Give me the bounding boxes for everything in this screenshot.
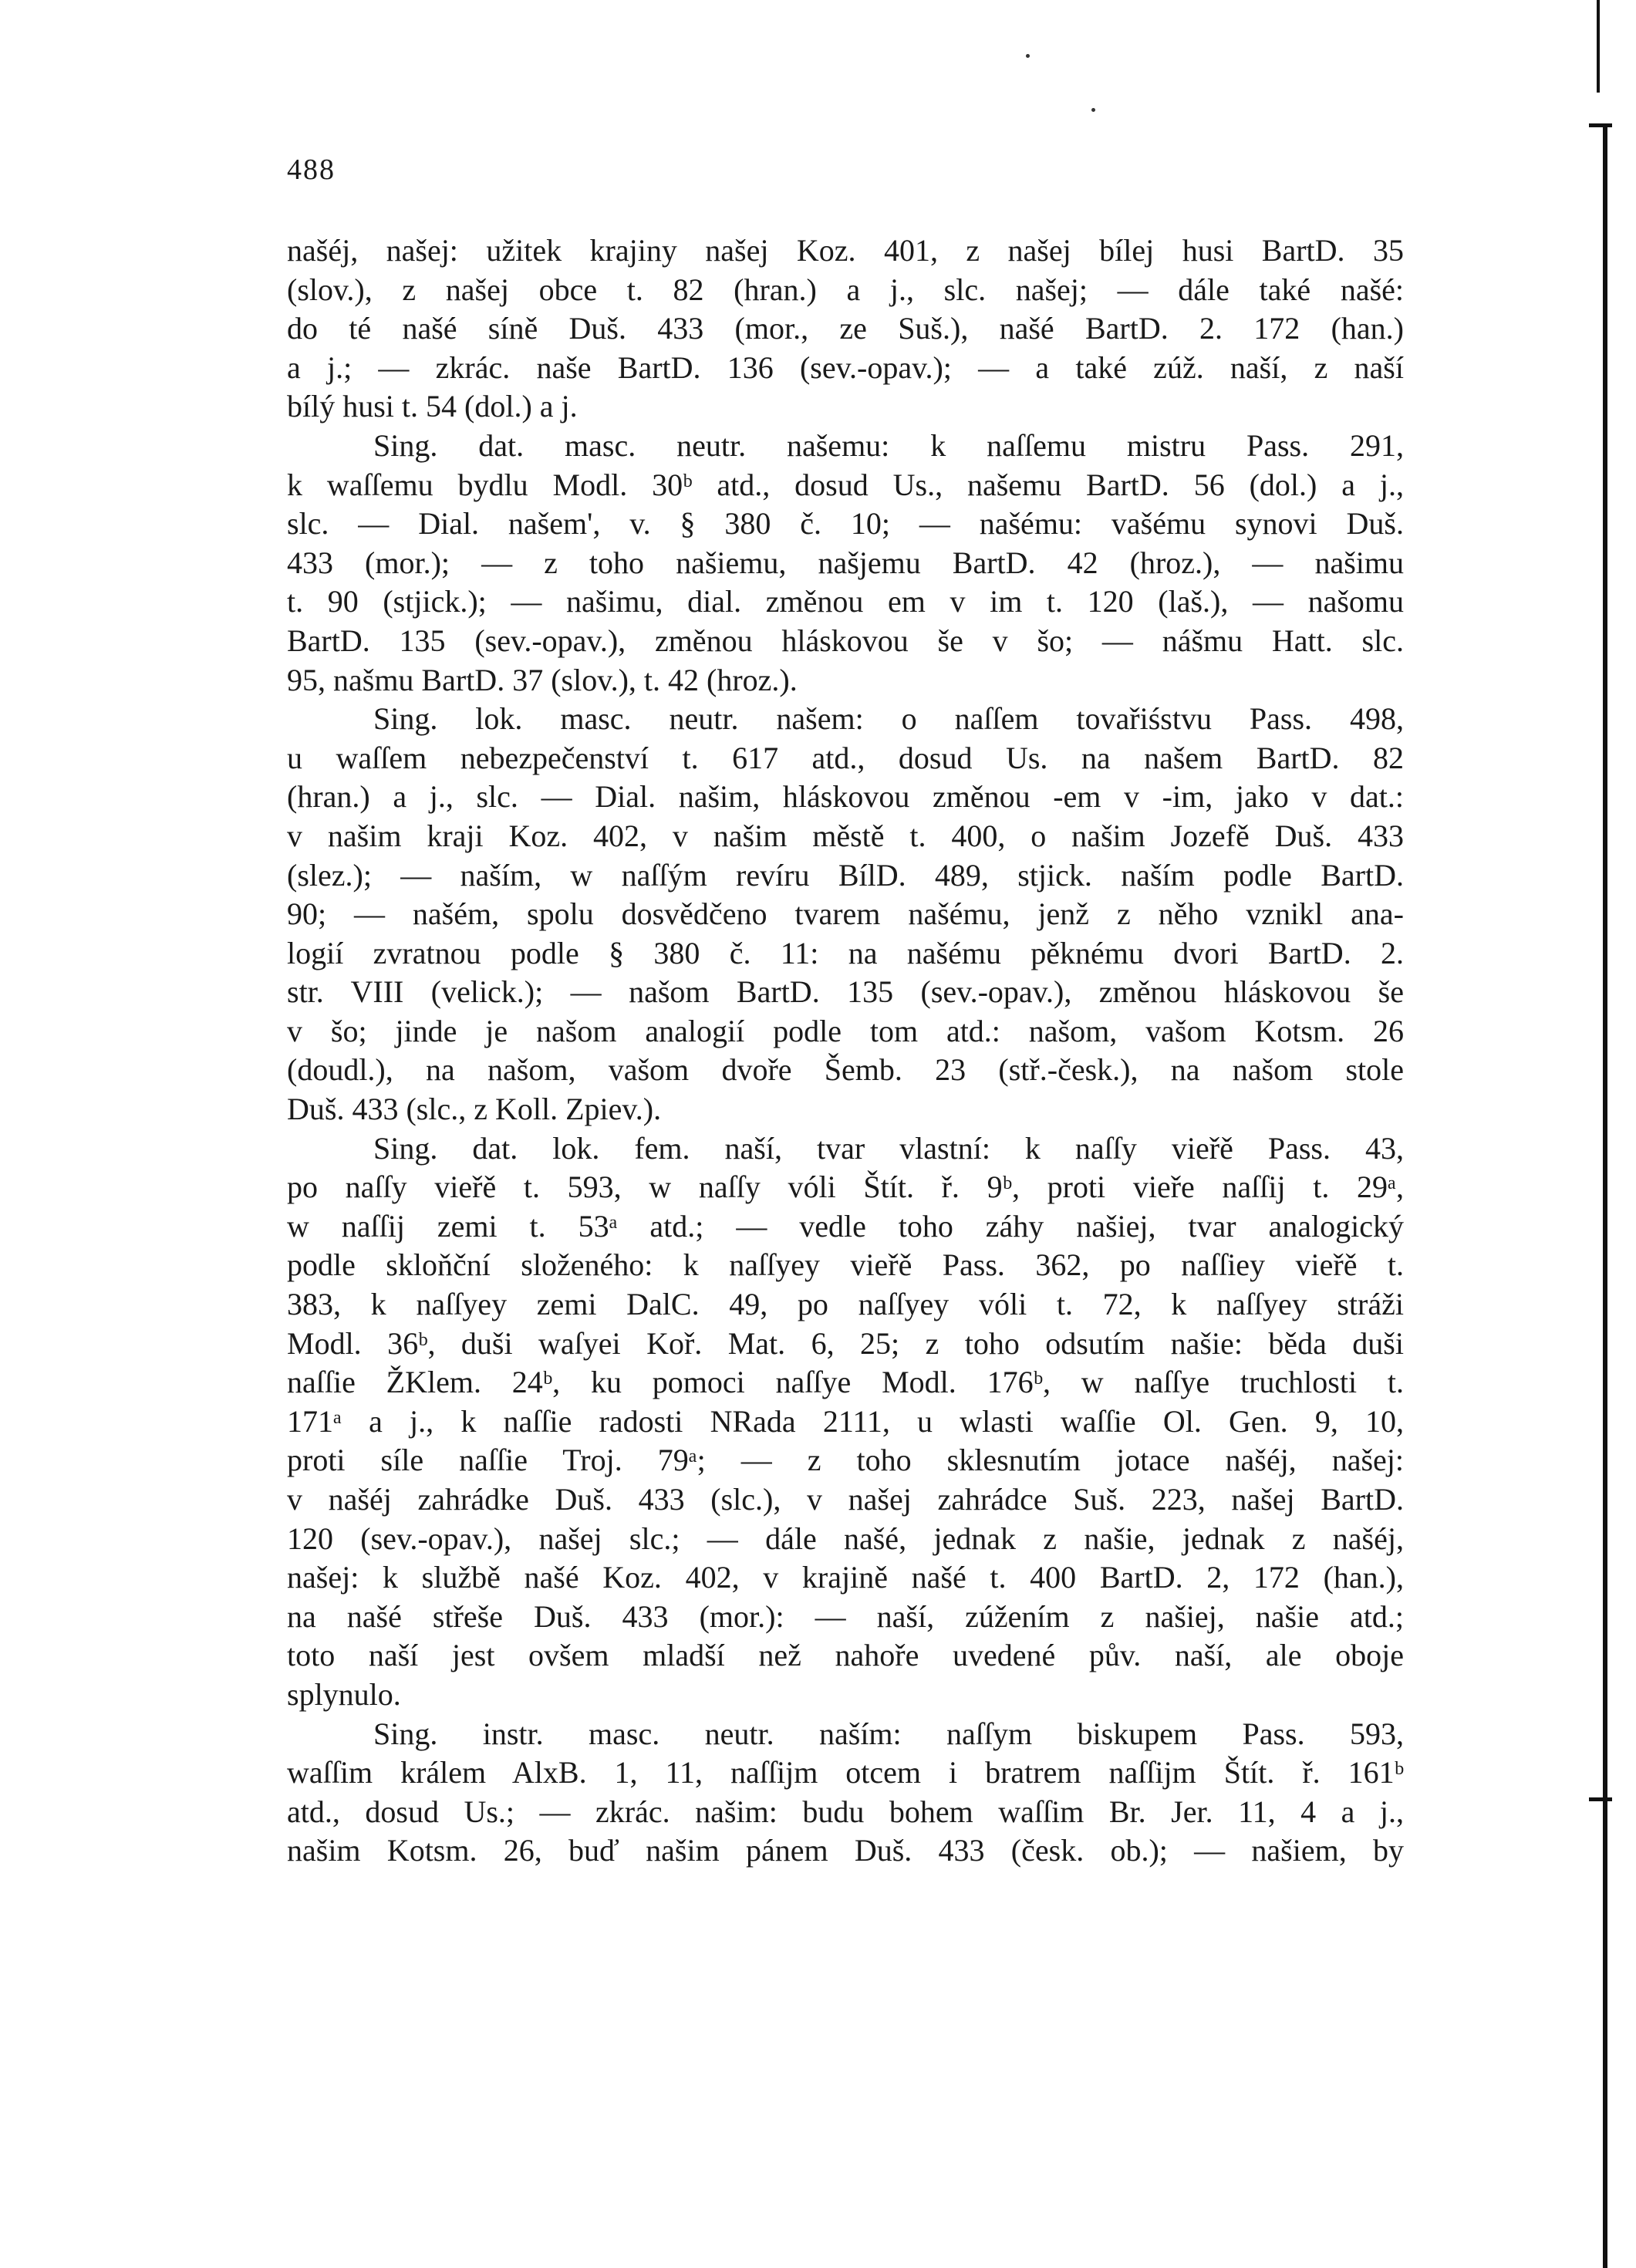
text-line: (slov.), z našej obce t. 82 (hran.) a j., slc. našej; — dále také našé: [287,272,1404,307]
text-line: 95, našmu BartD. 37 (slov.), t. 42 (hroz.). [287,662,798,697]
text-line: 90; — našém, spolu dosvědčeno tvarem našému, jenž z něho vznikl ana- [287,896,1404,932]
text-line: Sing. lok. masc. neutr. našem: o naſſem tovařiśstvu Pass. 498, [373,701,1404,737]
text-line: t. 90 (stjick.); — našimu, dial. změnou em v im t. 120 (laš.), — našomu [287,584,1404,619]
text-line: u waſſem nebezpečenství t. 617 atd., dosud Us. na našem BartD. 82 [287,740,1404,775]
text-line: a j.; — zkrác. naše BartD. 136 (sev.-opav.); — a také zúž. naší, z naší [287,349,1404,385]
scan-edge-mark [1589,1797,1612,1801]
text-line: (doudl.), na našom, vašom dvoře Šemb. 23 (stř.-česk.), na našom stole [287,1052,1404,1088]
text-line: našej: k službě našé Koz. 402, v krajině našé t. 400 BartD. 2, 172 (han.), [287,1560,1404,1595]
text-line: Modl. 36ᵇ, duši waſyei Koř. Mat. 6, 25; z toho odsutím našie: běda duši [287,1325,1404,1361]
text-line: atd., dosud Us.; — zkrác. našim: budu bohem waſſim Br. Jer. 11, 4 a j., [287,1794,1404,1829]
scan-edge-mark [1589,123,1612,127]
text-line: našéj, našej: užitek krajiny našej Koz. 401, z našej bílej husi BartD. 35 [287,233,1404,268]
scan-speck [1091,108,1095,112]
scan-speck [1026,54,1030,58]
text-line: logií zvratnou podle § 380 č. 11: na našému pěknému dvori BartD. 2. [287,935,1404,970]
text-line: Sing. instr. masc. neutr. naším: naſſym biskupem Pass. 593, [373,1716,1404,1751]
text-line: Sing. dat. lok. fem. naší, tvar vlastní: k naſſy vieřě Pass. 43, [373,1130,1404,1166]
text-line: proti síle naſſie Troj. 79ᵃ; — z toho sklesnutím jotace našéj, našej: [287,1443,1404,1478]
text-line: 171ᵃ a j., k naſſie radosti NRada 2111, u wlasti waſſie Ol. Gen. 9, 10, [287,1403,1404,1439]
text-line: v šo; jinde je našom analogií podle tom atd.: našom, vašom Kotsm. 26 [287,1013,1404,1048]
text-line: 433 (mor.); — z toho našiemu, našjemu BartD. 42 (hroz.), — našimu [287,545,1404,580]
text-line: splynulo. [287,1676,401,1712]
text-line: (hran.) a j., slc. — Dial. našim, hláskovou změnou -em v -im, jako v dat.: [287,779,1404,815]
text-line: w naſſij zemi t. 53ᵃ atd.; — vedle toho záhy našiej, tvar analogický [287,1208,1404,1244]
text-line: v našim kraji Koz. 402, v našim městě t. 400, o našim Jozefě Duš. 433 [287,818,1404,853]
text-line: bílý husi t. 54 (dol.) a j. [287,389,578,424]
text-line: Duš. 433 (slc., z Koll. Zpiev.). [287,1092,662,1127]
scan-border-top [1597,0,1600,93]
text-line: str. VIII (velick.); — našom BartD. 135 (sev.-opav.), změnou hláskovou še [287,974,1404,1010]
text-line: v našéj zahrádke Duš. 433 (slc.), v našej zahrádce Suš. 223, našej BartD. [287,1482,1404,1517]
page-number: 488 [287,154,336,186]
text-line: po naſſy vieřě t. 593, w naſſy vóli Štít. ř. 9ᵇ, proti vieře naſſij t. 29ᵃ, [287,1169,1404,1205]
text-line: naſſie ŽKlem. 24ᵇ, ku pomoci naſſye Modl. 176ᵇ, w naſſye truchlosti t. [287,1365,1404,1400]
text-line: waſſim králem AlxB. 1, 11, naſſijm otcem i bratrem naſſijm Štít. ř. 161ᵇ [287,1755,1404,1790]
text-line: 383, k naſſyey zemi DalC. 49, po naſſyey vóli t. 72, k naſſyey stráži [287,1287,1404,1322]
text-line: BartD. 135 (sev.-opav.), změnou hláskovou še v šo; — nášmu Hatt. slc. [287,623,1404,658]
text-line: do té našé síně Duš. 433 (mor., ze Suš.), našé BartD. 2. 172 (han.) [287,311,1404,346]
dictionary-text [287,231,1404,1871]
text-line: (slez.); — naším, w naſſým revíru BílD. 489, stjick. naším podle BartD. [287,857,1404,893]
text-line: podle skloňční složeného: k naſſyey vieřě Pass. 362, po naſſiey vieřě t. [287,1247,1404,1283]
text-line: 120 (sev.-opav.), našej slc.; — dále našé, jednak z našie, jednak z našéj, [287,1520,1404,1556]
text-line: na našé střeše Duš. 433 (mor.): — naší, zúžením z našiej, našie atd.; [287,1598,1404,1634]
text-line: k waſſemu bydlu Modl. 30ᵇ atd., dosud Us., našemu BartD. 56 (dol.) a j., [287,467,1404,502]
text-line: toto naší jest ovšem mladší než nahoře uvedené pův. naší, ale oboje [287,1638,1404,1673]
text-line: Sing. dat. masc. neutr. našemu: k naſſemu mistru Pass. 291, [373,427,1404,463]
text-line: slc. — Dial. našem', v. § 380 č. 10; — našému: vašému synovi Duš. [287,506,1404,542]
text-line: našim Kotsm. 26, buď našim pánem Duš. 433 (česk. ob.); — našiem, by [287,1833,1404,1868]
scan-border-right [1603,123,1607,2268]
